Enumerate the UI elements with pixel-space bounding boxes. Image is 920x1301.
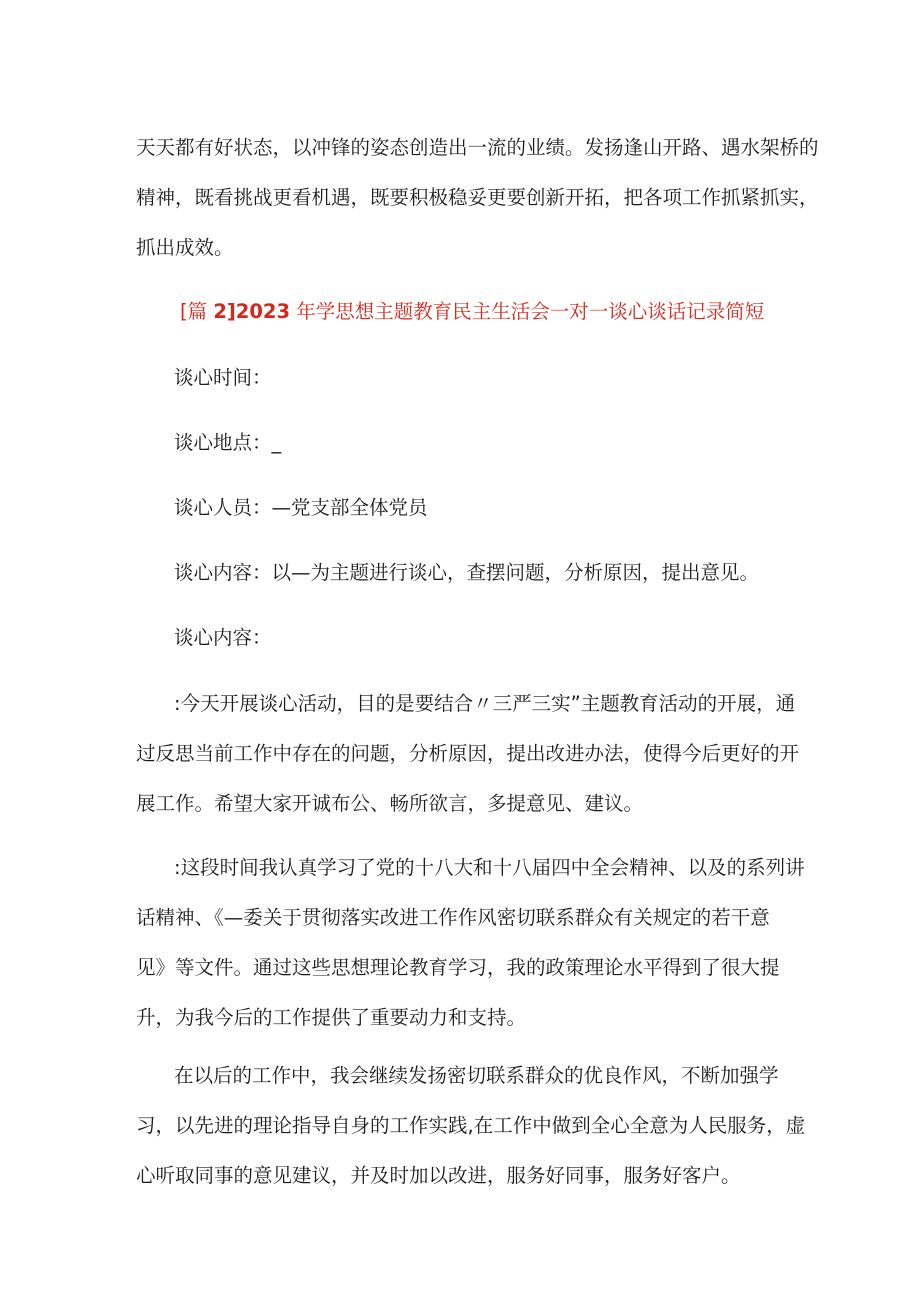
text-line: 抓出成效。 <box>136 236 234 259</box>
text-line: 天天都有好状态，以冲锋的姿态创造出一流的业绩。发扬逢山开路、遇水架桥的 <box>136 136 819 159</box>
heading-title: 年学思想主题教育民主生活会一对一谈心谈话记录简短 <box>290 300 765 323</box>
talk-content-summary: 谈心内容：以—为主题进行谈心，查摆问题，分析原因，提出意见。 <box>174 561 760 584</box>
text-line: 话精神、《—委关于贯彻落实改进工作作风密切联系群众有关规定的若干意 <box>136 906 770 929</box>
paragraph-future-work <box>136 1051 806 1201</box>
text-line: 见》等文件。通过这些思想理论教育学习，我的政策理论水平得到了很大提 <box>136 956 780 979</box>
text-line: :这段时间我认真学习了党的十八大和十八届四中全会精神、以及的系列讲 <box>174 856 805 879</box>
text-line: 升，为我今后的工作提供了重要动力和支持。 <box>136 1006 527 1029</box>
text-line: 在以后的工作中，我会继续发扬密切联系群众的优良作风，不断加强学 <box>174 1064 779 1087</box>
heading-prefix: [篇 <box>180 300 214 323</box>
talk-place-label: 谈心地点：_ <box>174 431 282 454</box>
text-line: 心听取同事的意见建议，并及时加以改进，服务好同事，服务好客户。 <box>136 1164 741 1187</box>
text-line: 展工作。希望大家开诚布公、畅所欲言，多提意见、建议。 <box>136 792 644 815</box>
heading-number: 2]2023 <box>213 300 291 323</box>
paragraph-study-report <box>136 843 805 1043</box>
talk-time-label: 谈心时间： <box>174 366 272 389</box>
paragraph-intro <box>136 123 819 273</box>
text-line: 过反思当前工作中存在的问题，分析原因，提出改进办法，使得今后更好的开 <box>136 742 800 765</box>
paragraph-opening-remarks <box>136 679 800 829</box>
text-line: 精神，既看挑战更看机遇，既要积极稳妥更要创新开拓，把各项工作抓紧抓实， <box>136 186 819 209</box>
talk-people-label: 谈心人员：—党支部全体党员 <box>174 496 428 519</box>
section-heading <box>180 297 800 327</box>
text-line: :今天开展谈心活动，目的是要结合〃三严三实”主题教育活动的开展，通 <box>174 692 796 715</box>
talk-content-label: 谈心内容： <box>174 626 272 649</box>
text-line: 习，以先进的理论指导自身的工作实践,在工作中做到全心全意为人民服务，虚 <box>136 1114 806 1137</box>
